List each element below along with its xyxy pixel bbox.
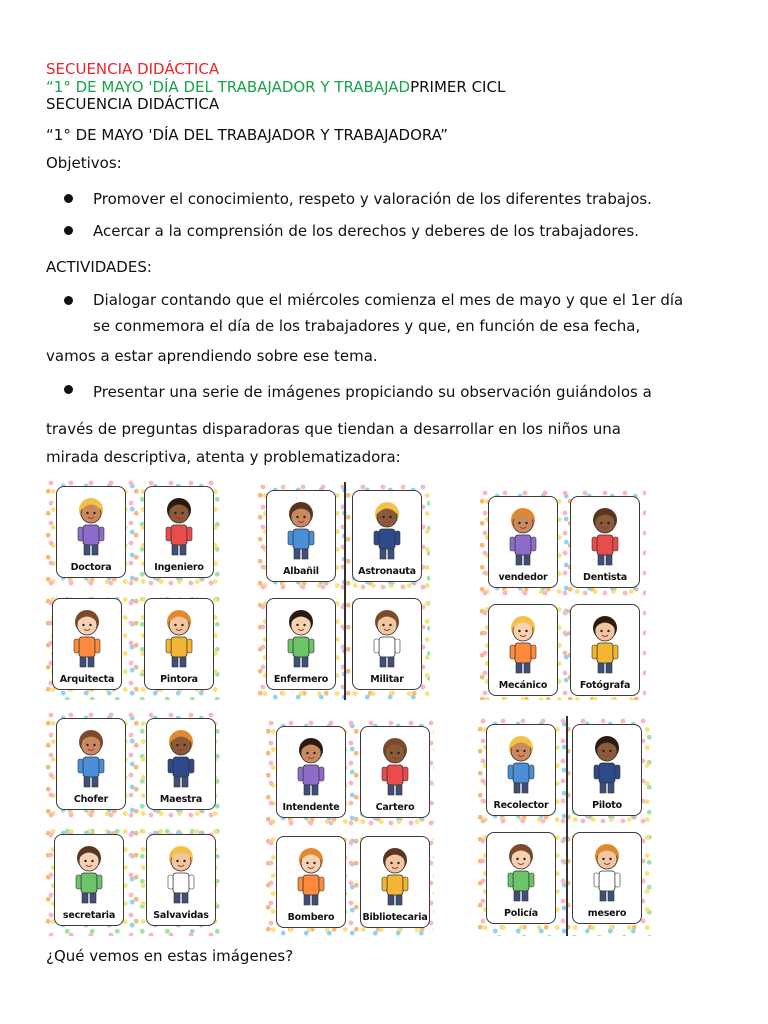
- occupation-label: Cartero: [375, 802, 415, 813]
- bullet-icon: [64, 226, 73, 235]
- card-sheet: [478, 716, 652, 936]
- occupation-label: mesero: [587, 908, 627, 919]
- worker-illustration-icon: [159, 607, 199, 671]
- occupation-label: Bombero: [287, 912, 335, 923]
- worker-illustration-icon: [587, 841, 627, 905]
- sheet-divider: [566, 716, 568, 936]
- worker-illustration-icon: [71, 727, 111, 791]
- card-sheet: [480, 488, 646, 700]
- occupation-label: Pintora: [160, 674, 198, 685]
- occupation-card: [56, 486, 126, 578]
- occupation-card: [146, 718, 216, 810]
- occupation-label: Astronauta: [358, 566, 416, 577]
- occupation-label: Albañil: [283, 566, 319, 577]
- occupation-card: [276, 726, 346, 818]
- title-line-2-black: PRIMER CICL: [410, 78, 506, 96]
- activities-heading: ACTIVIDADES:: [46, 258, 152, 276]
- occupation-label: Doctora: [70, 562, 112, 573]
- worker-illustration-icon: [291, 845, 331, 909]
- activity-text: Dialogar contando que el miércoles comienza el mes de mayo y que el 1er día: [93, 291, 684, 309]
- occupation-card: [486, 832, 556, 924]
- activity-text: mirada descriptiva, atenta y problematizadora:: [46, 448, 401, 466]
- objective-text: Acercar a la comprensión de los derechos y deberes de los trabajadores.: [93, 222, 640, 240]
- activity-text: Presentar una serie de imágenes propiciando su observación guiándolos a: [93, 383, 652, 401]
- occupation-card: [572, 724, 642, 816]
- occupation-card: [352, 490, 422, 582]
- worker-illustration-icon: [585, 505, 625, 569]
- occupation-label: Militar: [370, 674, 404, 685]
- worker-illustration-icon: [503, 613, 543, 677]
- occupation-card: [360, 836, 430, 928]
- worker-illustration-icon: [587, 733, 627, 797]
- occupation-label: Policía: [504, 908, 538, 919]
- bullet-icon: [64, 385, 73, 394]
- worker-illustration-icon: [585, 613, 625, 677]
- objective-text: Promover el conocimiento, respeto y valoración de los diferentes trabajos.: [93, 190, 652, 208]
- bullet-icon: [64, 194, 73, 203]
- occupation-label: Enfermero: [273, 674, 329, 685]
- worker-illustration-icon: [281, 499, 321, 563]
- worker-illustration-icon: [291, 735, 331, 799]
- card-sheet: [266, 718, 434, 936]
- worker-illustration-icon: [367, 499, 407, 563]
- occupation-label: Maestra: [159, 794, 203, 805]
- occupation-label: secretaria: [62, 910, 116, 921]
- card-sheet: [46, 478, 222, 700]
- occupation-card: [276, 836, 346, 928]
- occupation-card: [266, 598, 336, 690]
- occupation-card: [570, 496, 640, 588]
- bullet-icon: [64, 296, 73, 305]
- card-sheet: [46, 710, 222, 936]
- worker-illustration-icon: [161, 843, 201, 907]
- title-line-2: [46, 78, 505, 96]
- worker-illustration-icon: [367, 607, 407, 671]
- occupation-label: Piloto: [592, 800, 622, 811]
- worker-illustration-icon: [501, 733, 541, 797]
- worker-illustration-icon: [71, 495, 111, 559]
- worker-illustration-icon: [503, 505, 543, 569]
- objectives-heading: Objetivos:: [46, 154, 122, 172]
- occupation-card: [144, 486, 214, 578]
- worker-illustration-icon: [281, 607, 321, 671]
- occupation-label: Ingeniero: [154, 562, 204, 573]
- worker-illustration-icon: [67, 607, 107, 671]
- question-text: ¿Qué vemos en estas imágenes?: [46, 947, 294, 965]
- occupation-card: [146, 834, 216, 926]
- activity-text: se conmemora el día de los trabajadores y que, en función de esa fecha,: [93, 317, 641, 335]
- worker-illustration-icon: [159, 495, 199, 559]
- title-line-1: SECUENCIA DIDÁCTICA: [46, 60, 220, 78]
- occupation-label: Chofer: [73, 794, 109, 805]
- occupation-card: [486, 724, 556, 816]
- worker-illustration-icon: [501, 841, 541, 905]
- occupation-label: Arquitecta: [59, 674, 115, 685]
- worker-illustration-icon: [69, 843, 109, 907]
- card-sheet: [258, 482, 430, 700]
- occupation-card: [360, 726, 430, 818]
- title-line-4: “1° DE MAYO 'DÍA DEL TRABAJADOR Y TRABAJADORA”: [46, 126, 448, 144]
- occupation-label: Dentista: [583, 572, 627, 583]
- occupation-card: [266, 490, 336, 582]
- occupation-card: [570, 604, 640, 696]
- activity-text: vamos a estar aprendiendo sobre ese tema.: [46, 347, 378, 365]
- occupation-card: [572, 832, 642, 924]
- title-line-2-green: “1° DE MAYO 'DÍA DEL TRABAJADOR Y TRABAJAD: [46, 78, 411, 96]
- title-line-3: SECUENCIA DIDÁCTICA: [46, 95, 220, 113]
- occupation-card: [352, 598, 422, 690]
- sheet-divider: [344, 482, 346, 700]
- occupation-label: Recolector: [493, 800, 549, 811]
- worker-illustration-icon: [375, 845, 415, 909]
- occupation-card: [56, 718, 126, 810]
- activity-text: través de preguntas disparadoras que tiendan a desarrollar en los niños una: [46, 420, 621, 438]
- worker-illustration-icon: [375, 735, 415, 799]
- occupation-card: [54, 834, 124, 926]
- occupation-label: Intendente: [282, 802, 340, 813]
- occupation-card: [488, 604, 558, 696]
- occupation-label: Bibliotecaria: [362, 912, 428, 923]
- worker-illustration-icon: [161, 727, 201, 791]
- occupation-card: [52, 598, 122, 690]
- occupation-label: Fotógrafa: [579, 680, 631, 691]
- occupation-card: [144, 598, 214, 690]
- occupation-card: [488, 496, 558, 588]
- occupation-label: Mecánico: [498, 680, 548, 691]
- occupation-label: vendedor: [498, 572, 548, 583]
- occupation-label: Salvavidas: [153, 910, 209, 921]
